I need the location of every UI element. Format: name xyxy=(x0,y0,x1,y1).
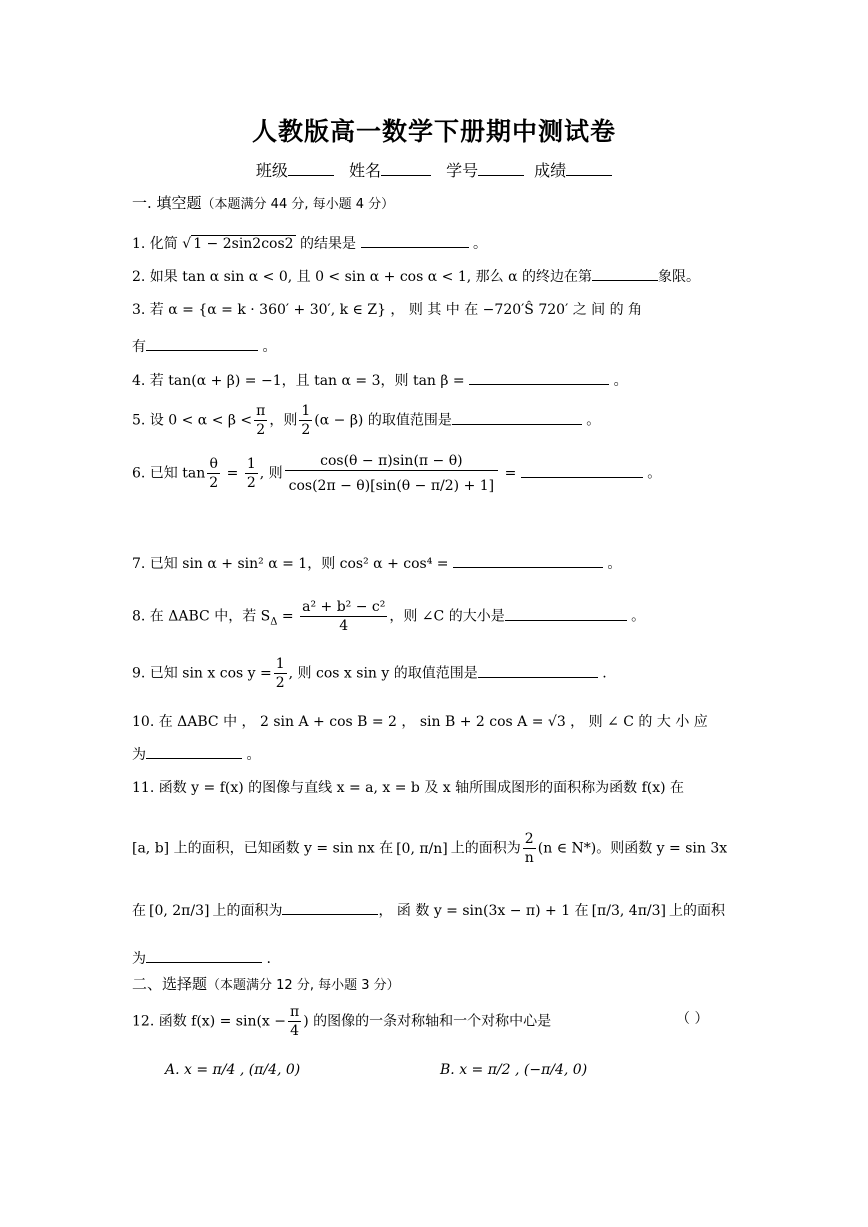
q12-text: 12. 函数 f(x) = sin(x − xyxy=(132,1013,287,1030)
q1-text-2: 的结果是 xyxy=(295,236,357,252)
question-9 xyxy=(132,655,738,692)
section-2-title: 二、选择题 xyxy=(132,975,208,993)
name-blank xyxy=(381,161,431,176)
q3-end: 。 xyxy=(262,339,277,355)
name-label: 姓名 xyxy=(348,161,381,180)
q6-fraction-1-2: $\frac{1}{2}$ xyxy=(246,456,256,491)
q4-answer-blank xyxy=(469,370,609,385)
q4-text: 4. 若 tan(α + β) = −1，且 tan α = 3，则 tan β = xyxy=(132,373,465,389)
q11-fraction-2-n: $\frac{2}{n}$ xyxy=(524,831,534,866)
q9-text-2: , 则 cos x sin y 的取值范围是 xyxy=(288,665,478,682)
q1-answer-blank xyxy=(361,233,469,248)
question-11-line-2 xyxy=(132,830,738,867)
q6-equals: = xyxy=(222,465,243,482)
question-3 xyxy=(132,300,738,320)
q5-text-2: ，则 xyxy=(269,412,298,429)
q11-text-2b: 上的面积为 xyxy=(450,840,521,857)
q1-expression: 1 − 2sin2cos2 xyxy=(193,236,294,252)
q11-answer-blank-2 xyxy=(146,948,262,963)
q11-text-4: 为 xyxy=(132,951,146,967)
question-12 xyxy=(132,1003,738,1040)
q5-text: 5. 设 0 < α < β < xyxy=(132,412,253,429)
q5-end: 。 xyxy=(586,412,601,429)
q10-line-1: 10. 在 ΔABC 中 ， 2 sin A + cos B = 2 ， sin B + 2 cos A = √3 ， 则 ∠ C 的 大 小 应 xyxy=(132,714,708,730)
page-title: 人教版高一数学下册期中测试卷 xyxy=(251,117,616,146)
q11-answer-blank-1 xyxy=(282,900,378,915)
q7-end: 。 xyxy=(607,556,622,572)
section-1-title: 一. 填空题 xyxy=(132,194,202,212)
section-1-heading xyxy=(132,192,394,213)
q11-text-3c: ， 函 数 y = sin(3x − π) + 1 在 xyxy=(378,903,589,919)
q9-fraction: $\frac{1}{2}$ xyxy=(275,656,285,691)
number-label: 学号 xyxy=(446,161,479,180)
q11-text-2a: [a, b] 上的面积，已知函数 y = sin nx 在 xyxy=(132,840,394,857)
q10-answer-blank xyxy=(146,744,242,759)
section-2-note: （本题满分 12 分, 每小题 3 分） xyxy=(207,978,400,993)
question-10-cont xyxy=(132,744,738,765)
question-8 xyxy=(132,598,738,635)
section-2-heading xyxy=(132,973,400,994)
q12-option-a: A. x = π/4 , (π/4, 0) xyxy=(165,1062,301,1078)
q11-text-3a: 在 xyxy=(132,903,146,919)
q8-end: 。 xyxy=(631,608,646,625)
q8-text-2: ，则 ∠C 的大小是 xyxy=(389,608,505,625)
q8-subscript: Δ xyxy=(270,616,278,628)
q6-answer-blank xyxy=(521,463,643,478)
score-label: 成绩 xyxy=(534,161,567,180)
q2-answer-blank xyxy=(592,266,658,281)
q11-end: . xyxy=(266,951,271,967)
student-info-line xyxy=(0,158,868,181)
question-11-line-4 xyxy=(132,948,738,969)
q8-equals: = xyxy=(277,608,299,625)
question-3-cont xyxy=(132,336,738,357)
question-11-line-3 xyxy=(132,900,738,921)
class-blank xyxy=(288,161,334,176)
question-7 xyxy=(132,553,738,574)
question-2 xyxy=(132,266,738,287)
q8-fraction: $\frac{\text{a² + b² − c²}}{4}$ xyxy=(302,599,386,634)
q9-answer-blank xyxy=(478,663,598,678)
q9-end: . xyxy=(602,665,607,682)
question-5 xyxy=(132,402,738,439)
q11-text-2c: (n ∈ N*)。则函数 y = sin 3x xyxy=(537,840,728,857)
question-10 xyxy=(132,712,738,732)
q10-end: 。 xyxy=(246,747,261,763)
q6-fraction-theta-2: $\frac{\theta}{2}$ xyxy=(209,456,219,491)
q6-text: 6. 已知 tan xyxy=(132,465,206,482)
question-11 xyxy=(132,778,738,798)
q11-text-3b: 上的面积为 xyxy=(212,903,283,919)
q12-fraction: $\frac{\pi}{4}$ xyxy=(290,1004,300,1039)
class-label: 班级 xyxy=(255,161,288,180)
q11-interval-2: [0, 2π/3] xyxy=(149,903,210,919)
question-1: 1. 化简 √ 1 − 2sin2cos2 的结果是 。 xyxy=(132,233,738,254)
score-blank xyxy=(566,161,612,176)
q11-line-1: 11. 函数 y = f(x) 的图像与直线 x = a, x = b 及 x 轴所围成图形的面积称为函数 f(x) 在 xyxy=(132,780,685,796)
q7-answer-blank xyxy=(453,553,603,568)
q4-end: 。 xyxy=(613,373,628,389)
q12-answer-paren: （ ） xyxy=(676,1011,709,1027)
q3-answer-blank xyxy=(146,336,258,351)
q11-interval-3: [π/3, 4π/3] xyxy=(591,903,666,919)
q3-line-2: 有 xyxy=(132,339,146,355)
q2-text: 2. 如果 tan α sin α < 0, 且 0 < sin α + cos α < 1, 那么 α 的终边在第 xyxy=(132,269,592,285)
q6-end: 。 xyxy=(647,465,662,482)
q12-text-2: ) 的图像的一条对称轴和一个对称中心是 xyxy=(303,1013,552,1030)
q11-text-3d: 上的面积 xyxy=(668,903,725,919)
q3-line-1: 3. 若 α = {α = k · 360′ + 30′, k ∈ Z} ， 则 其 中 在 −720′Ŝ 720′ 之 间 的 角 xyxy=(132,302,643,318)
q1-text: 1. 化简 xyxy=(132,236,178,252)
q5-text-3: (α − β) 的取值范围是 xyxy=(314,412,452,429)
q7-text: 7. 已知 sin α + sin² α = 1，则 cos² α + cos⁴ = xyxy=(132,556,449,572)
q1-end: 。 xyxy=(472,236,487,252)
q8-answer-blank xyxy=(505,606,627,621)
q10-line-2: 为 xyxy=(132,747,146,763)
q9-text: 9. 已知 sin x cos y = xyxy=(132,665,272,682)
q5-fraction-1-2: $\frac{1}{2}$ xyxy=(301,403,311,438)
question-4 xyxy=(132,370,738,391)
q5-answer-blank xyxy=(452,410,582,425)
q6-text-2: , 则 xyxy=(259,465,283,482)
q8-text: 8. 在 ΔABC 中，若 S xyxy=(132,608,271,625)
number-blank xyxy=(478,161,524,176)
section-1-note: （本题满分 44 分, 每小题 4 分） xyxy=(201,197,395,212)
q11-interval-1: [0, π/n] xyxy=(396,840,448,857)
question-6: 6. 已知 tan $\frac{\theta}{2}$ = $\frac{1}{2}$ , 则 $\frac{\cos(\theta - \pi)\sin(\pi - \theta)}{\cos(2\pi - \theta)[\sin(\theta - \pi/2) + 1]}$ = 。 xyxy=(132,453,662,494)
q5-fraction-pi-2: $\frac{\pi}{2}$ xyxy=(256,403,266,438)
q12-option-b: B. x = π/2 , (−π/4, 0) xyxy=(440,1062,588,1078)
q6-main-fraction: $\frac{\cos(\theta - \pi)\sin(\pi - \theta)}{\cos(2\pi - \theta)[\sin(\theta - \pi/2) + 1]}$ xyxy=(285,452,499,495)
q2-end: 象限。 xyxy=(657,269,700,285)
